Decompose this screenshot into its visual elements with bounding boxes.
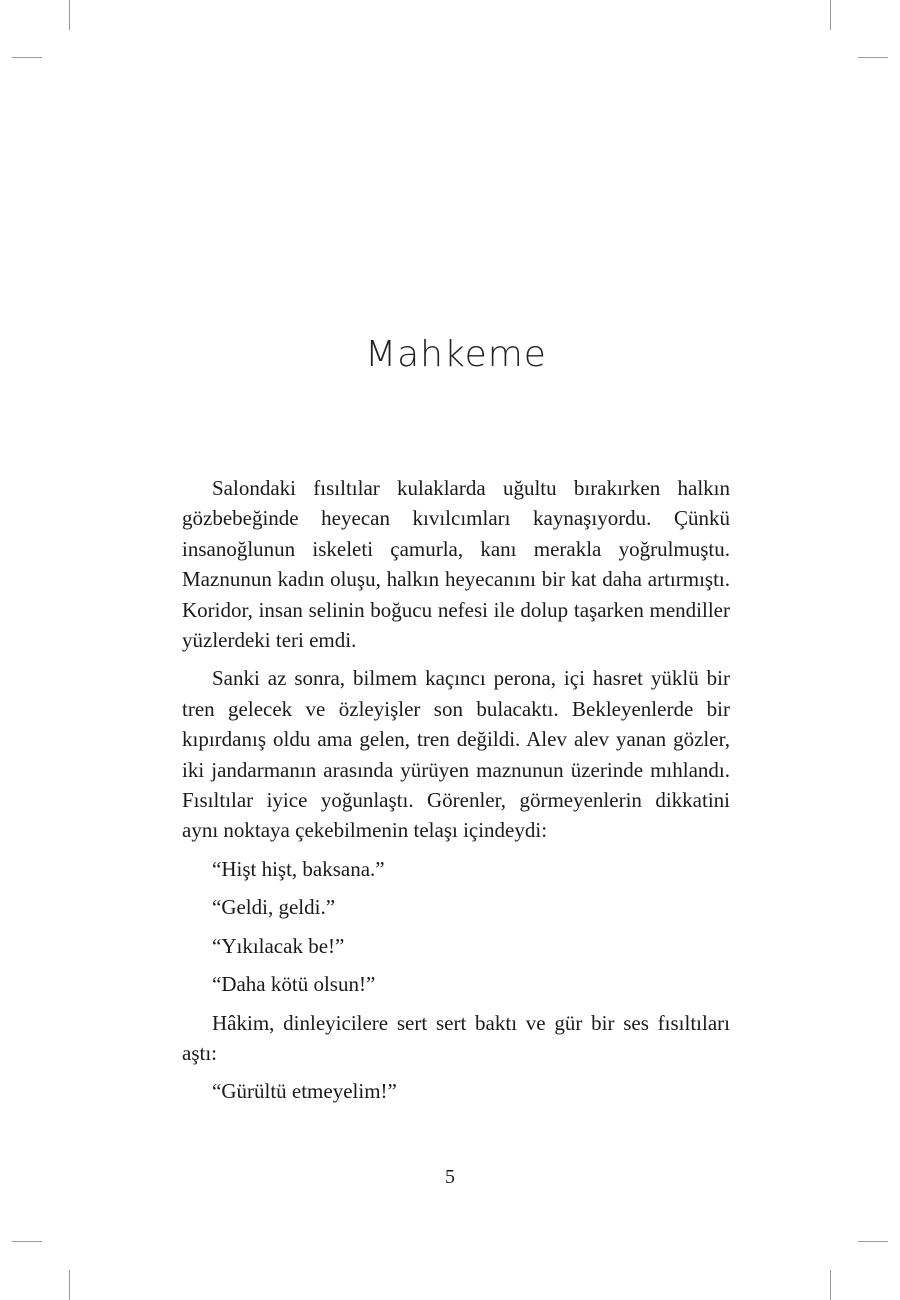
dialogue-line: “Daha kötü olsun!” (212, 972, 376, 997)
body-text (182, 473, 730, 1115)
paragraph: Salondaki fısıltılar kulaklarda uğultu bırakırken halkın gözbebeğinde heyecan kıvılcımları kaynaşıyordu. Çünkü insanoğlunun iskeleti çamurla, kanı merakla yoğrulmuştu. Maznunun kadın oluşu, halkın heyecanını bir kat daha artırmıştı. Koridor, insan selinin boğucu nefesi ile dolup taşarken mendiller yüzlerdeki teri emdi. (182, 476, 730, 653)
dialogue-line: “Yıkılacak be!” (212, 933, 345, 958)
chapter-title: Mahkeme (365, 334, 547, 375)
paragraph: Hâkim, dinleyicilere sert sert baktı ve gür bir ses fısıltıları aştı: (182, 1010, 730, 1065)
dialogue-line: “Hişt hişt, baksana.” (212, 856, 385, 881)
crop-mark-top-right-horizontal (858, 57, 888, 58)
dialogue-line: “Gürültü etmeyelim!” (212, 1079, 397, 1104)
dialogue-line: “Geldi, geldi.” (212, 895, 336, 920)
crop-mark-top-right-vertical (830, 0, 831, 30)
crop-mark-bottom-right-vertical (830, 1270, 831, 1300)
page-number: 5 (445, 1166, 455, 1188)
crop-mark-top-left-horizontal (12, 57, 42, 58)
crop-mark-top-left-vertical (69, 0, 70, 30)
crop-mark-bottom-left-horizontal (12, 1241, 42, 1242)
crop-mark-bottom-right-horizontal (858, 1241, 888, 1242)
crop-mark-bottom-left-vertical (69, 1270, 70, 1300)
paragraph: Sanki az sonra, bilmem kaçıncı perona, içi hasret yüklü bir tren gelecek ve özleyişler son bulacaktı. Bekleyenlerde bir kıpırdanış oldu ama gelen, tren değildi. Alev alev yanan gözler, iki jandarmanın arasında yürüyen maznunun üzerinde mıhlandı. Fısıltılar iyice yoğunlaştı. Görenler, görmeyenlerin dikkatini aynı noktaya çekebilmenin telaşı içindeydi: (182, 666, 730, 843)
